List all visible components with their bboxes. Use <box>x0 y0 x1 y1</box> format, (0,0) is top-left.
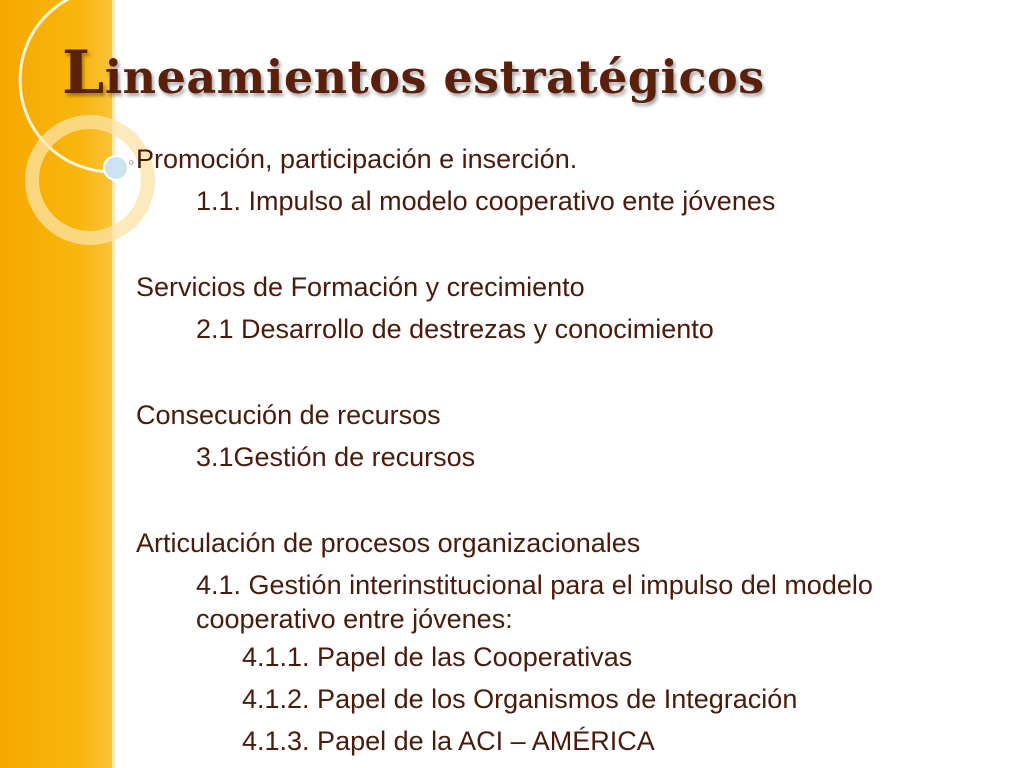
section-subitem-4-1-3: 4.1.3. Papel de la ACI – AMÉRICA <box>242 726 655 756</box>
slide-title <box>62 38 765 108</box>
section-subitem-4-1-2: 4.1.2. Papel de los Organismos de Integración <box>242 684 798 714</box>
section-heading-4: Articulación de procesos organizacionales <box>136 528 641 558</box>
section-heading-2: Servicios de Formación y crecimiento <box>136 272 585 302</box>
title-first-letter: L <box>62 38 105 108</box>
deco-circle-ring <box>32 122 148 238</box>
section-item-2-1: 2.1 Desarrollo de destrezas y conocimiento <box>196 314 714 344</box>
section-item-4-1: 4.1. Gestión interinstitucional para el impulso del modelo cooperativo entre jóvenes: <box>196 570 873 634</box>
section-heading-1: Promoción, participación e inserción. <box>136 144 578 174</box>
section-subitem-4-1-1: 4.1.1. Papel de las Cooperativas <box>242 642 633 672</box>
title-rest: ineamientos estratégicos <box>104 50 765 104</box>
bullet-icon: ◦ <box>128 152 135 172</box>
section-heading-3: Consecución de recursos <box>136 400 441 430</box>
slide-body <box>136 138 996 762</box>
deco-dot <box>104 156 128 180</box>
section-item-1-1: 1.1. Impulso al modelo cooperativo ente jóvenes <box>196 186 776 216</box>
section-item-3-1: 3.1Gestión de recursos <box>196 442 476 472</box>
